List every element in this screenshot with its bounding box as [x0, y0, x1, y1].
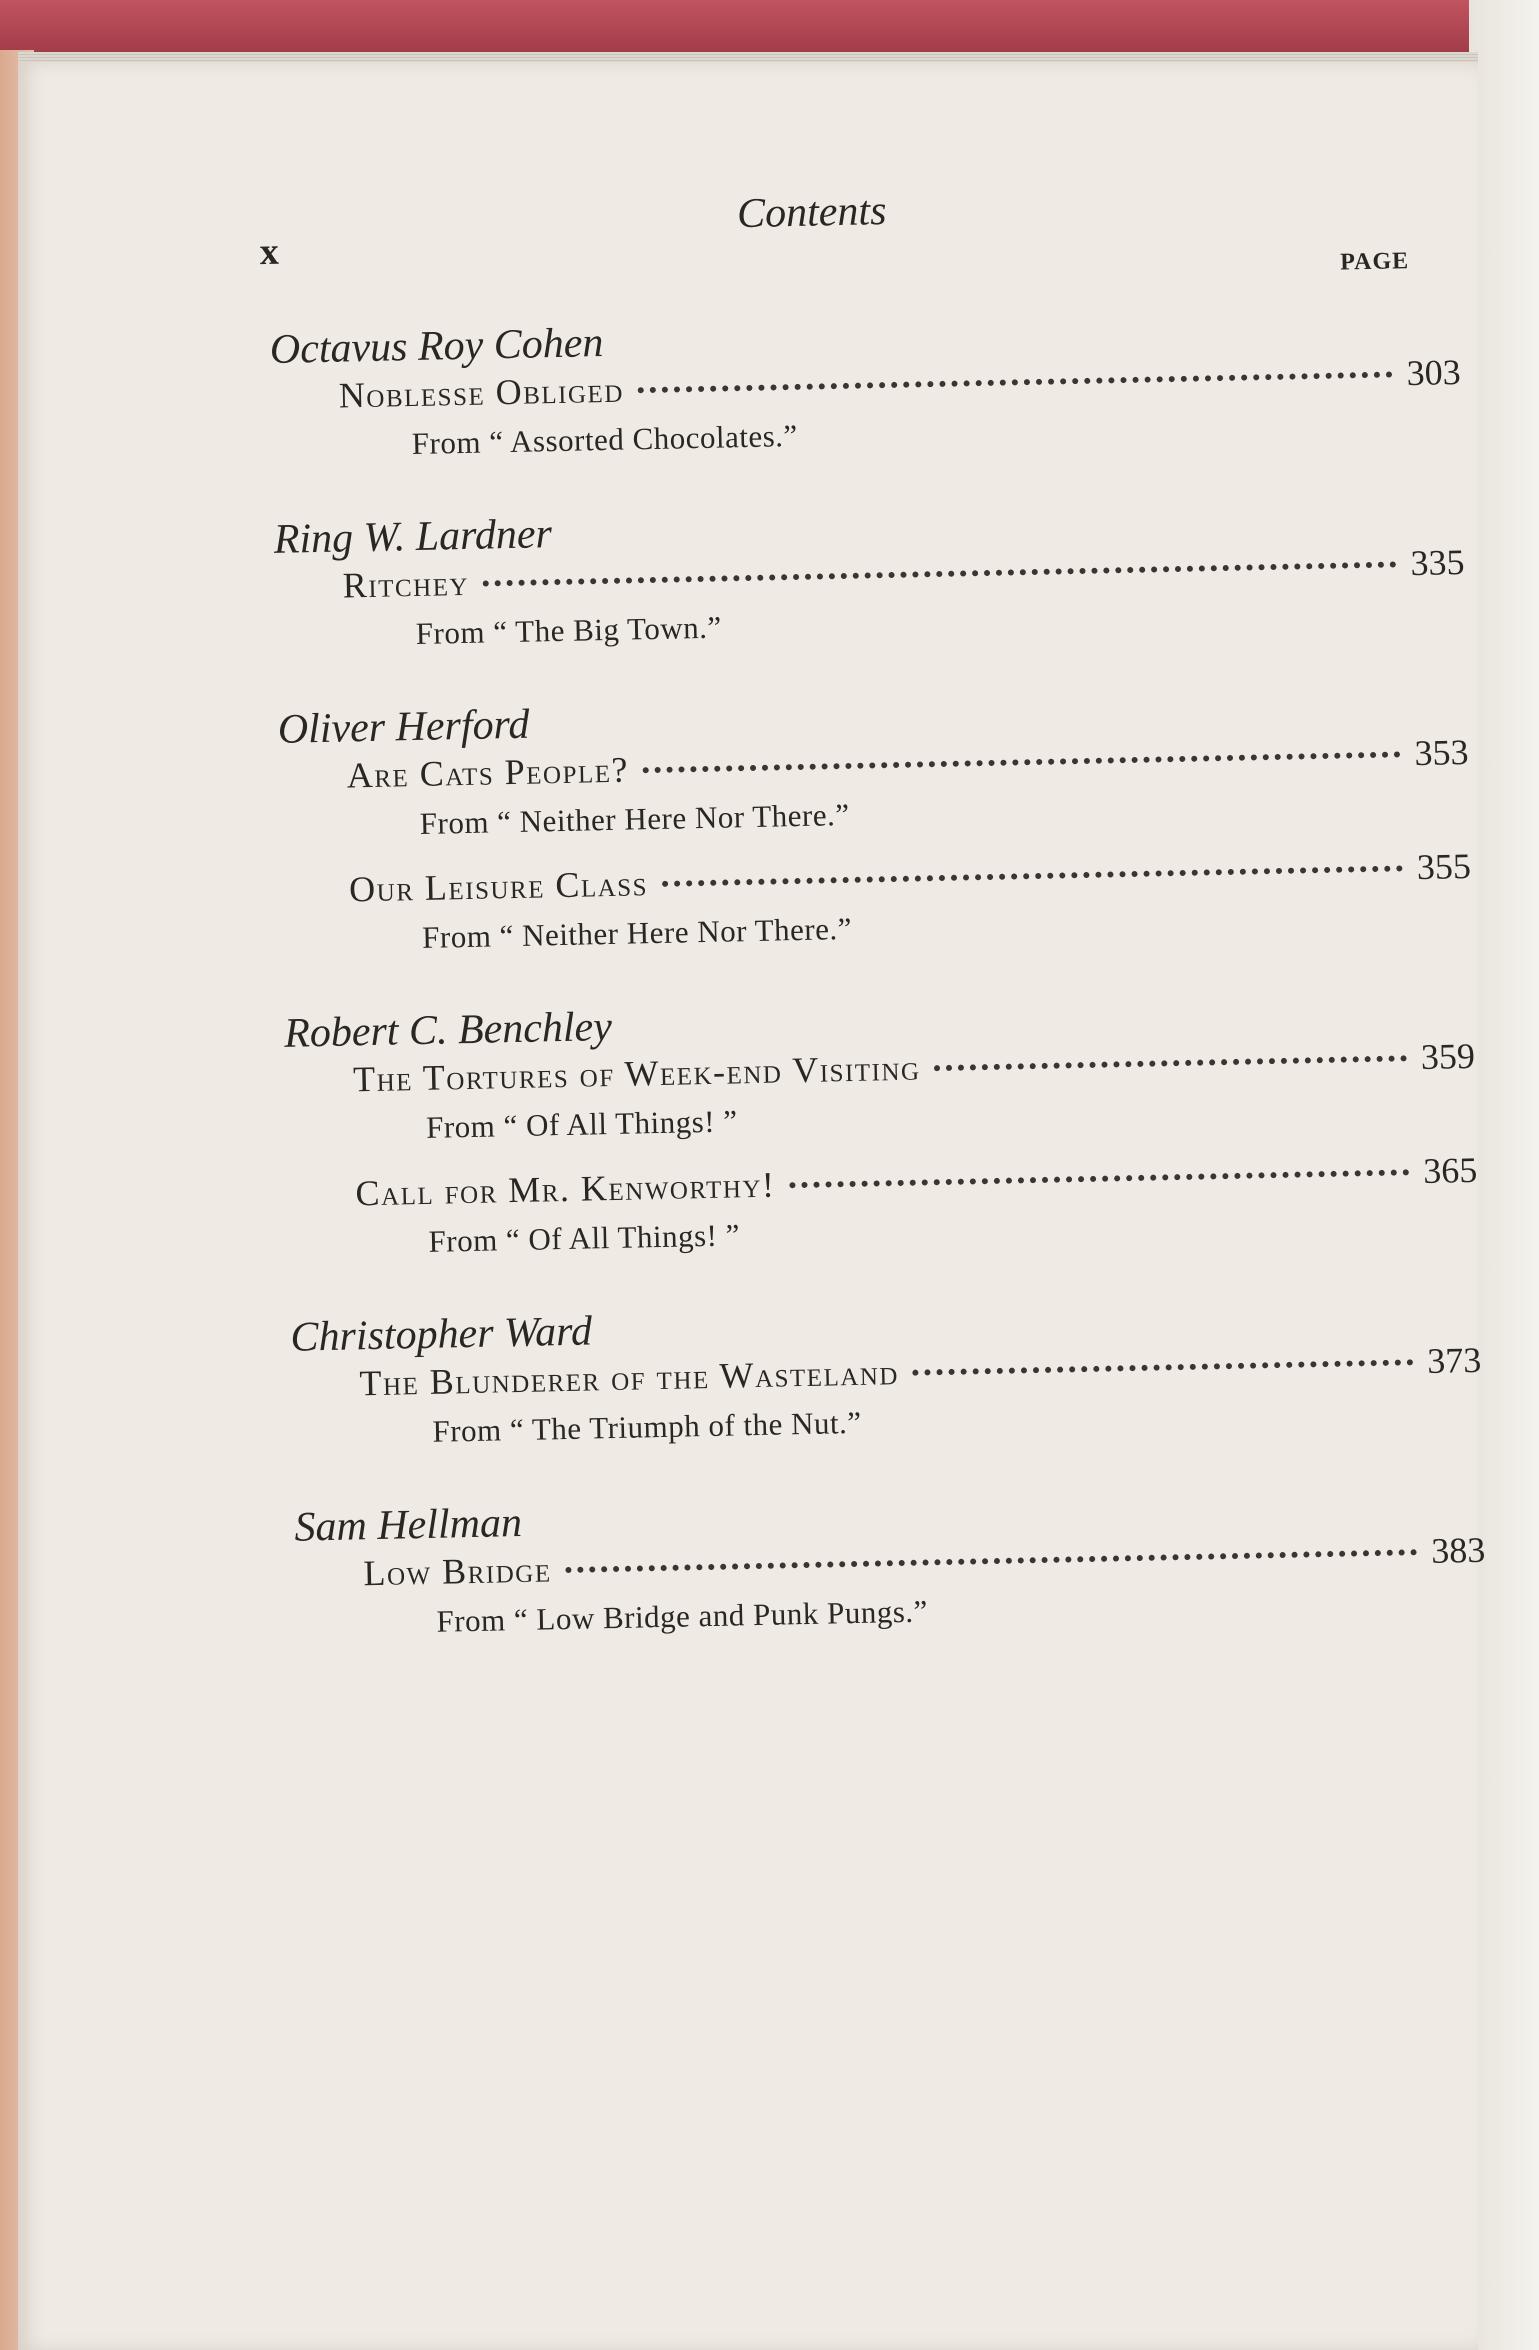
dot-leader: [789, 1169, 1409, 1188]
author-name: Christopher Ward: [290, 1308, 593, 1361]
entry-page-number: 335: [1410, 542, 1465, 584]
book-page: [18, 62, 1486, 2350]
toc-entry: [349, 845, 1473, 960]
dot-leader: [662, 865, 1403, 887]
entry-page-number: 373: [1426, 1339, 1482, 1381]
author-section: [269, 299, 1462, 468]
entry-source: From “ Of All Things! ”: [428, 1217, 741, 1259]
entry-source: From “ Neither Here Nor There.”: [419, 796, 850, 841]
author-section: [290, 1287, 1483, 1456]
author-name: Ring W. Lardner: [273, 511, 553, 563]
entry-source: From “ The Triumph of the Nut.”: [432, 1404, 862, 1449]
entry-source: From “ Neither Here Nor There.”: [421, 910, 853, 955]
entry-page-number: 353: [1414, 731, 1469, 774]
dot-leader: [483, 561, 1397, 586]
running-title: Contents: [736, 188, 887, 238]
author-section: [284, 983, 1479, 1266]
author-section: [273, 489, 1466, 658]
author-name: Octavus Roy Cohen: [269, 319, 604, 373]
table-of-contents: [269, 299, 1487, 1692]
author-section: [277, 679, 1472, 962]
entry-page-number: 359: [1420, 1035, 1476, 1078]
entry-title: Call for Mr. Kenworthy!: [355, 1164, 776, 1214]
entry-title: The Blunderer of the Wasteland: [359, 1352, 900, 1404]
entry-page-number: 303: [1406, 352, 1461, 394]
entry-page-number: 383: [1430, 1529, 1486, 1571]
entry-source: From “ Of All Things! ”: [425, 1103, 738, 1145]
page-content: [14, 37, 1522, 2350]
dot-leader: [565, 1549, 1417, 1573]
entry-source: From “ Assorted Chocolates.”: [411, 417, 799, 462]
author-name: Sam Hellman: [294, 1499, 523, 1551]
entry-title: Are Cats People?: [346, 749, 630, 796]
page-folio: x: [259, 230, 280, 274]
entry-source: From “ Low Bridge and Punk Pungs.”: [436, 1593, 929, 1639]
entry-title: The Tortures of Week-end Visiting: [352, 1047, 921, 1100]
entry-source: From “ The Big Town.”: [415, 609, 723, 651]
dot-leader: [913, 1359, 1414, 1375]
entry-title: Noblesse Obliged: [338, 369, 625, 416]
entry-title: Low Bridge: [363, 1549, 552, 1594]
dot-leader: [643, 751, 1401, 773]
author-name: Oliver Herford: [277, 701, 530, 753]
dot-leader: [934, 1055, 1407, 1071]
entry-page-number: 355: [1416, 845, 1472, 888]
dot-leader: [638, 371, 1393, 393]
toc-entry: [355, 1149, 1479, 1264]
entry-title: Our Leisure Class: [348, 863, 649, 910]
page-column-label: PAGE: [1339, 248, 1410, 276]
entry-title: Ritchey: [342, 562, 470, 606]
author-name: Robert C. Benchley: [283, 1003, 613, 1057]
entry-page-number: 365: [1422, 1149, 1478, 1192]
author-section: [294, 1477, 1487, 1646]
